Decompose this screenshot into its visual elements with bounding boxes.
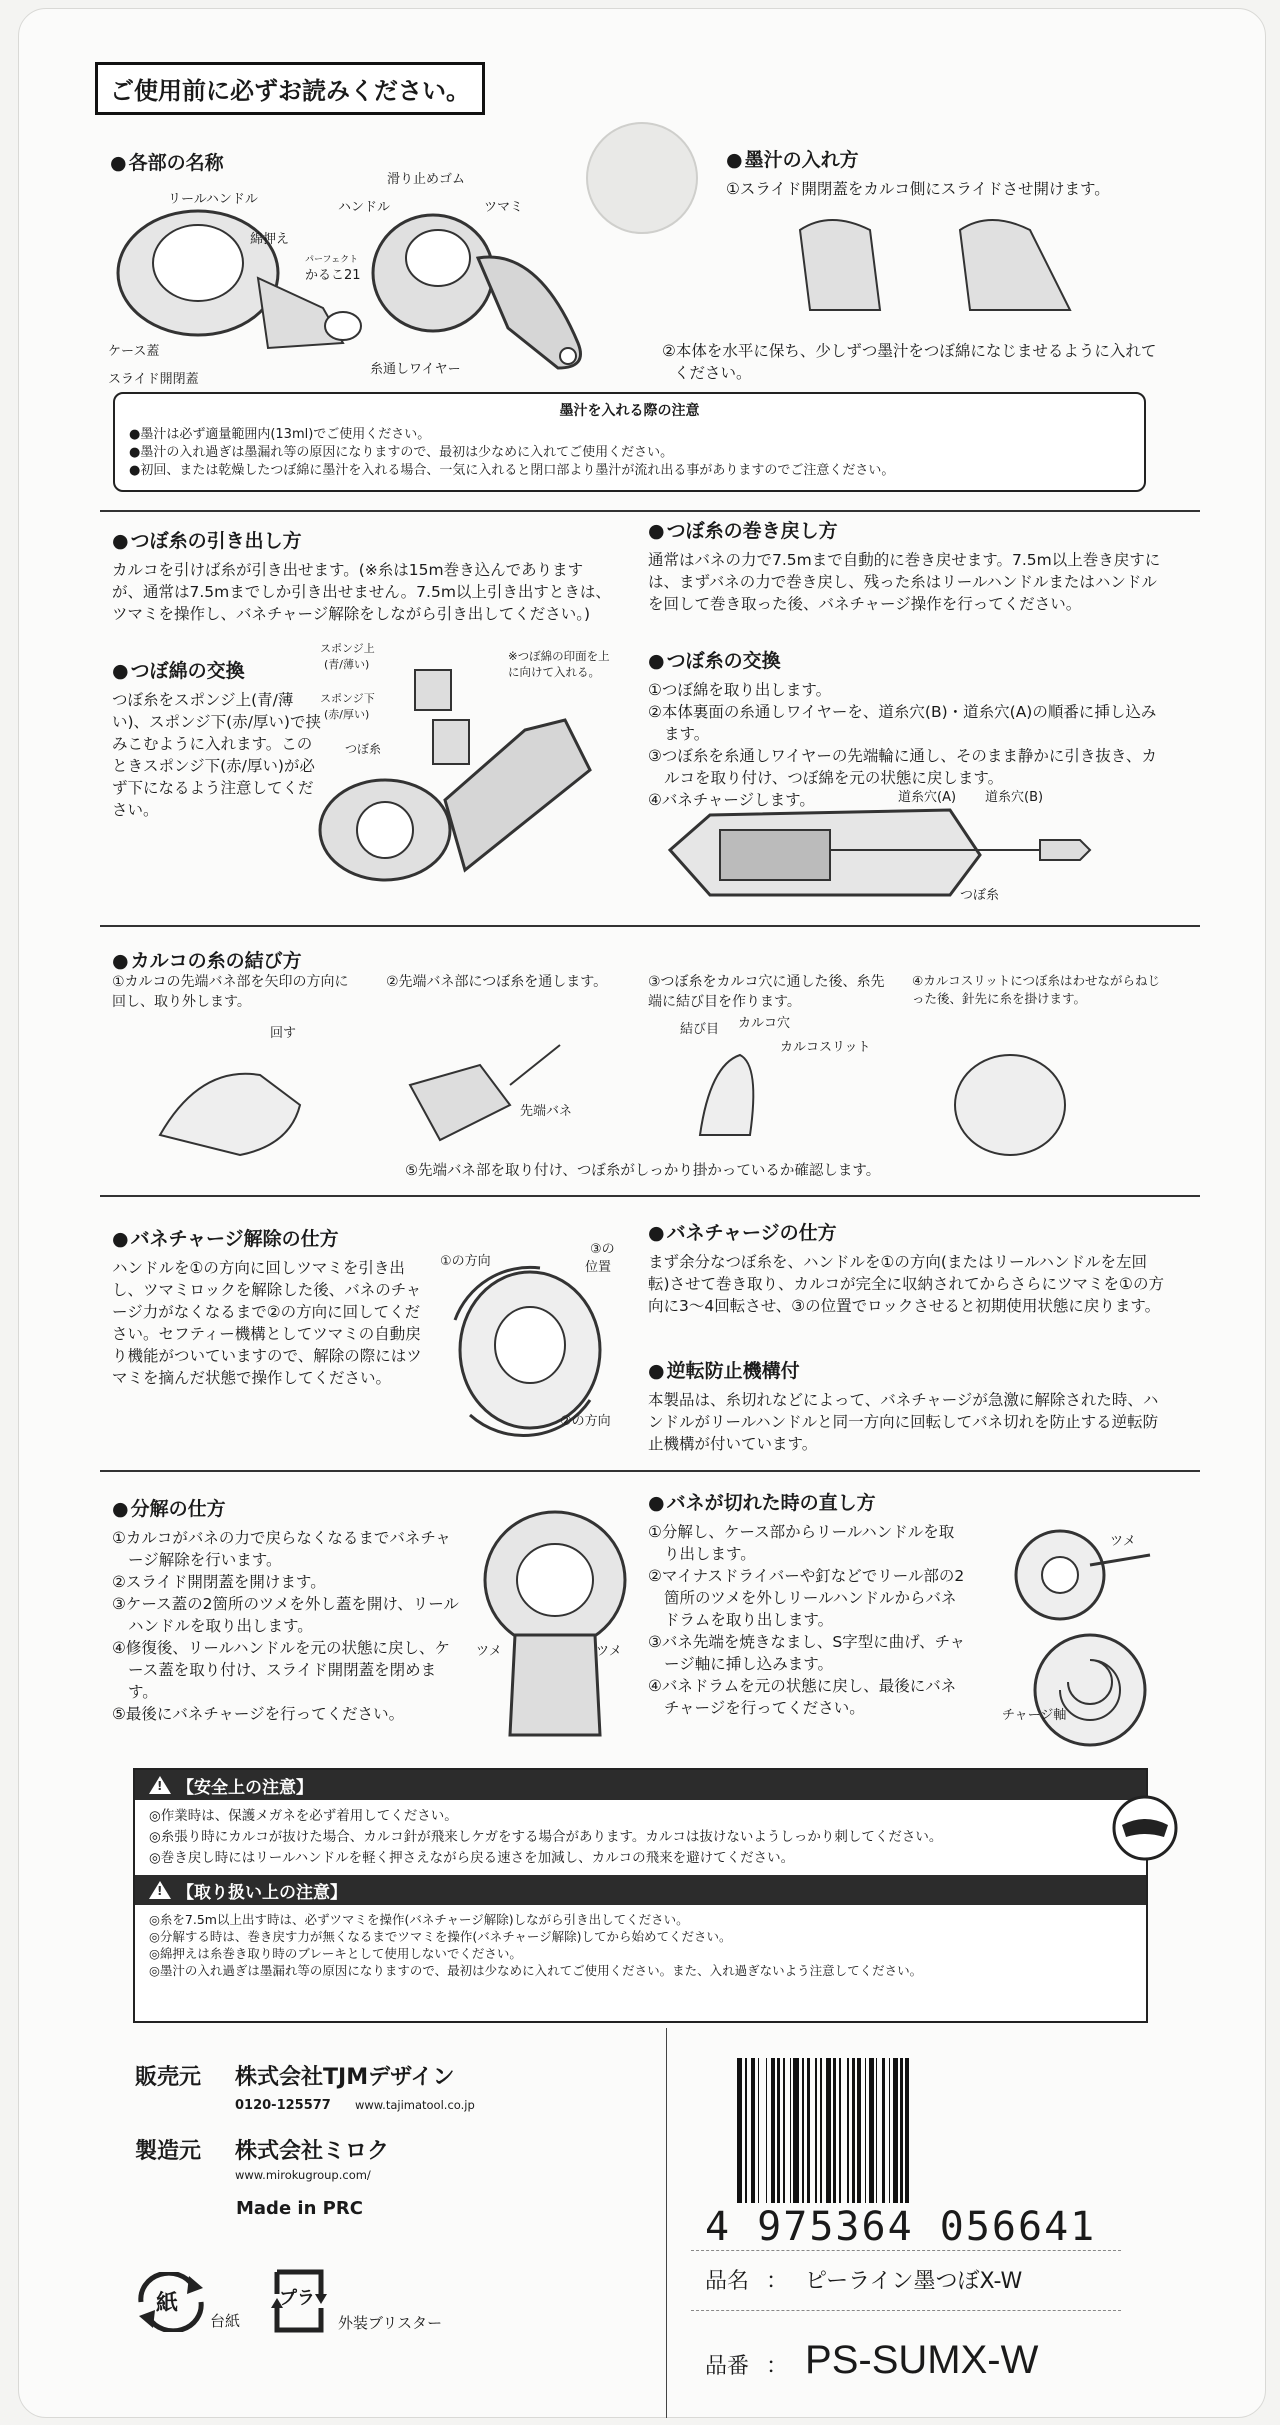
origin: Made in PRC (236, 2198, 363, 2219)
knot-label: カルコスリット (780, 1040, 871, 1055)
parts-label: 糸通しワイヤー (370, 362, 461, 377)
divider (100, 1195, 1200, 1197)
safety-list (135, 1800, 1146, 1875)
sponge-label: (青/薄い) (324, 658, 370, 671)
disassemble-heading: ● 分解の仕方 (112, 1494, 462, 1521)
plastic-label: 外装ブリスター (338, 2314, 443, 2332)
spring-step: ②マイナスドライバーや釘などでリール部の2箇所のツメを外しリールハンドルからバネドラムを取り出します。 (648, 1567, 965, 1629)
sponge-illustration (315, 650, 645, 910)
disassemble-label: ツメ (596, 1644, 622, 1659)
product-number-row (705, 2338, 1038, 2383)
pull-text: カルコを引けば糸が引き出せます。(※糸は15m巻き込んでありますが、通常は7.5mまでしか引き出せません。7.5m以上引き出すときは、ツマミを操作し、バネチャージ解除をしながら引き出してください。) (112, 561, 611, 623)
knot-step: ②先端バネ部につぼ糸を通します。 (386, 974, 608, 990)
separator: ： (766, 2354, 789, 2379)
disassemble-step: ③ケース蓋の2箇所のツメを外し蓋を開け、リールハンドルを取り出します。 (112, 1595, 459, 1635)
sponge-heading: ● つぼ綿の交換 (112, 656, 322, 683)
sponge-label: スポンジ上 (320, 642, 375, 655)
reverse-heading: ● 逆転防止機構付 (648, 1356, 1168, 1383)
safety-title-bar (135, 1770, 1146, 1800)
spring-step: ③バネ先端を焼きなまし、S字型に曲げ、チャージ軸に挿し込みます。 (648, 1633, 966, 1673)
sponge-label: つぼ糸 (345, 742, 382, 756)
replace-step: ③つぼ糸を糸通しワイヤーの先端輪に通し、そのまま静かに引き抜き、カルコを取り付け、つぼ綿を元の状態に戻します。 (648, 747, 1157, 787)
parts-label: ケース蓋 (108, 344, 160, 359)
spring-label: チャージ軸 (1002, 1708, 1067, 1723)
replace-illustration (650, 795, 1130, 915)
knot-label: カルコ穴 (738, 1016, 791, 1031)
handling-list (135, 1905, 1146, 1985)
paper-label: 台紙 (210, 2312, 241, 2330)
maker-label: 製造元 (135, 2139, 202, 2164)
parts-label: 綿押え (250, 232, 290, 247)
pull-heading: ● つぼ糸の引き出し方 (112, 526, 612, 553)
parts-label: かるこ21 (305, 268, 361, 283)
divider (100, 510, 1200, 512)
parts-label: ハンドル (338, 200, 391, 215)
maker-name: 株式会社ミロク (235, 2139, 390, 2164)
replace-label: 道糸穴(A) (898, 790, 957, 805)
knot-step: ③つぼ糸をカルコ穴に通した後、糸先端に結び目を作ります。 (648, 974, 885, 1010)
page-title: ご使用前に必ずお読みください。 (95, 62, 485, 115)
seller-label: 販売元 (135, 2065, 202, 2090)
ink-note-item: ●墨汁は必ず適量範囲内(13ml)でご使用ください。 (129, 427, 431, 442)
spring-heading: ● バネが切れた時の直し方 (648, 1488, 968, 1515)
safety-item: ◎糸張り時にカルコが抜けた場合、カルコ針が飛来しケガをする場合があります。カルコは抜けないようしっかり刺してください。 (149, 1829, 943, 1845)
replace-step: ①つぼ綿を取り出します。 (648, 681, 832, 699)
ink-note-item: ●墨汁の入れ過ぎは墨漏れ等の原因になりますので、最初は少なめに入れてご使用ください。 (129, 445, 674, 460)
safety-item: ◎巻き戻し時にはリールハンドルを軽く押さえながら戻る速さを加減し、カルコの飛来を避けてください。 (149, 1850, 795, 1866)
sponge-section (112, 656, 322, 821)
handling-title: 【取り扱い上の注意】 (177, 1882, 347, 1903)
barcode (737, 2058, 1107, 2203)
charge-heading: ● バネチャージの仕方 (648, 1218, 1168, 1245)
replace-step: ②本体裏面の糸通しワイヤーを、道糸穴(B)・道糸穴(A)の順番に挿し込みます。 (648, 703, 1157, 743)
knot-step: ⑤先端バネ部を取り付け、つぼ糸がしっかり掛かっているか確認します。 (405, 1163, 881, 1179)
parts-heading: ● 各部の名称 (110, 148, 224, 175)
parts-label: スライド開閉蓋 (108, 372, 199, 387)
parts-section (110, 148, 224, 181)
release-label: ③の (590, 1242, 615, 1257)
knot-label: 回す (270, 1026, 297, 1041)
parts-label: ツマミ (484, 200, 524, 215)
charge-section (648, 1218, 1168, 1317)
spring-label: ツメ (1110, 1534, 1136, 1549)
seller-name: 株式会社TJMデザイン (235, 2065, 455, 2090)
handling-item: ◎綿押えは糸巻き取り時のブレーキとして使用しないでください。 (149, 1946, 522, 1961)
warning-icon (149, 1881, 171, 1899)
divider (691, 2310, 1121, 2311)
pull-section (112, 526, 612, 625)
replace-label: 道糸穴(B) (985, 790, 1044, 805)
sponge-label: ※つぼ綿の印面を上に向けて入れる。 (508, 649, 610, 679)
separator: ： (766, 2269, 789, 2294)
knot-step: ①カルコの先端バネ部を矢印の方向に回し、取り外します。 (112, 974, 349, 1010)
disassemble-section (112, 1494, 462, 1725)
sponge-text: つぼ糸をスポンジ上(青/薄い)、スポンジ下(赤/厚い)で挟みこむように入れます。このときスポンジ下(赤/厚い)が必ず下になるよう注意してください。 (112, 691, 321, 819)
reverse-section (648, 1356, 1168, 1455)
parts-label: 滑り止めゴム (387, 172, 466, 187)
sponge-label: スポンジ下 (320, 692, 375, 705)
safety-goggles-icon (1112, 1795, 1178, 1861)
spring-step: ④バネドラムを元の状態に戻し、最後にバネチャージを行ってください。 (648, 1677, 957, 1717)
ink-note-title: 墨汁を入れる際の注意 (559, 403, 700, 419)
spring-section (648, 1488, 968, 1719)
release-section (112, 1224, 422, 1389)
divider (100, 1470, 1200, 1472)
release-label: ②の方向 (560, 1414, 611, 1429)
knot-heading: ● カルコの糸の結び方 (112, 946, 1192, 973)
safety-item: ◎作業時は、保護メガネを必ず着用してください。 (149, 1808, 458, 1824)
rewind-heading: ● つぼ糸の巻き戻し方 (648, 516, 1168, 543)
product-number-label: 品番 (705, 2354, 750, 2379)
rewind-section (648, 516, 1168, 615)
rewind-text: 通常はバネの力で7.5mまで自動的に巻き戻せます。7.5m以上巻き戻すには、まずバネの力で巻き戻し、残った糸はリールハンドルまたはハンドルを回して巻き取った後、バネチャージ操作を行ってください。 (648, 551, 1161, 613)
product-name: ピーライン墨つぼX-W (805, 2269, 1023, 2294)
product-number: PS-SUMX-W (805, 2338, 1039, 2382)
handling-item: ◎墨汁の入れ過ぎは墨漏れ等の原因になりますので、最初は少なめに入れてご使用ください。また、入れ過ぎないよう注意してください。 (149, 1963, 923, 1978)
ink-section (726, 145, 1186, 200)
release-label: ①の方向 (440, 1254, 491, 1269)
release-label: 位置 (585, 1260, 612, 1275)
ink-step: ①スライド開閉蓋をカルコ側にスライドさせ開けます。 (726, 180, 1110, 198)
product-name-label: 品名 (705, 2269, 750, 2294)
disassemble-step: ①カルコがバネの力で戻らなくなるまでバネチャージ解除を行います。 (112, 1529, 451, 1569)
handling-title-bar (135, 1875, 1146, 1905)
disassemble-illustration (470, 1505, 640, 1755)
release-heading: ● バネチャージ解除の仕方 (112, 1224, 422, 1251)
release-text: ハンドルを①の方向に回しツマミを引き出し、ツマミロックを解除した後、バネのチャージ力がなくなるまで②の方向に回してください。セフティー機構としてツマミの自動戻り機能がついていますので、解除の際にはツマミを摘んだ状態で操作してください。 (112, 1259, 422, 1387)
barcode-number: 4 975364 056641 (705, 2204, 1097, 2250)
spring-step: ①分解し、ケース部からリールハンドルを取り出します。 (648, 1523, 955, 1563)
knot-step: ④カルコスリットにつぼ糸はわせながらねじった後、針先に糸を掛けます。 (912, 973, 1160, 1006)
disassemble-step: ②スライド開閉蓋を開けます。 (112, 1573, 326, 1591)
ink-heading: ● 墨汁の入れ方 (726, 145, 1186, 172)
seller-url: www.tajimatool.co.jp (355, 2098, 475, 2112)
safety-box (133, 1768, 1148, 2023)
replace-label: つぼ糸 (960, 888, 1000, 903)
maker-url: www.mirokugroup.com/ (235, 2168, 371, 2182)
handling-item: ◎分解する時は、巻き戻す力が無くなるまでツマミを操作(バネチャージ解除)してから始めてください。 (149, 1929, 732, 1944)
sponge-label: (赤/厚い) (324, 708, 370, 721)
ink-note-box (113, 392, 1146, 492)
disassemble-step: ⑤最後にバネチャージを行ってください。 (112, 1705, 405, 1723)
handling-item: ◎糸を7.5m以上出す時は、必ずツマミを操作(バネチャージ解除)しながら引き出してください。 (149, 1912, 689, 1927)
safety-title: 【安全上の注意】 (177, 1777, 313, 1798)
disassemble-label: ツメ (476, 1644, 502, 1659)
divider (691, 2250, 1121, 2251)
barcode-bar (909, 2058, 912, 2203)
charge-text: まず余分なつぼ糸を、ハンドルを①の方向(またはリールハンドルを左回転)させて巻き取り、カルコが完全に収納されてからさらにツマミを①の方向に3～4回転させ、③の位置でロックさせると初期使用状態に戻ります。 (648, 1253, 1164, 1315)
reverse-text: 本製品は、糸切れなどによって、バネチャージが急激に解除された時、ハンドルがリールハンドルと同一方向に回転してバネ切れを防止する逆転防止機構が付いています。 (648, 1391, 1159, 1453)
disassemble-step: ④修復後、リールハンドルを元の状態に戻し、ケース蓋を取り付け、スライド開閉蓋を閉めます。 (112, 1639, 451, 1701)
knot-label: 結び目 (680, 1022, 720, 1037)
ink-note-item: ●初回、または乾燥したつぼ綿に墨汁を入れる場合、一気に入れると閉口部より墨汁が流れ出る事がありますのでご注意ください。 (129, 463, 895, 478)
parts-label: リールハンドル (168, 192, 258, 207)
replace-step: ④バネチャージします。 (648, 791, 815, 809)
replace-heading: ● つぼ糸の交換 (648, 646, 1168, 673)
divider (100, 925, 1200, 927)
plastic-mark: プラ (279, 2288, 315, 2309)
knot-label: 先端バネ (520, 1104, 573, 1119)
product-name-row (705, 2264, 1022, 2295)
warning-icon (149, 1776, 171, 1794)
barcode-panel (666, 2028, 1142, 2418)
ink-step: ②本体を水平に保ち、少しずつ墨汁をつぼ綿になじませるように入れてください。 (662, 342, 1157, 382)
seller-phone: 0120-125577 (235, 2098, 331, 2113)
paper-mark: 紙 (156, 2291, 179, 2316)
ink-illustration (790, 210, 1120, 330)
parts-label: パーフェクト (305, 255, 359, 265)
knot-illustrations (140, 1025, 1180, 1165)
